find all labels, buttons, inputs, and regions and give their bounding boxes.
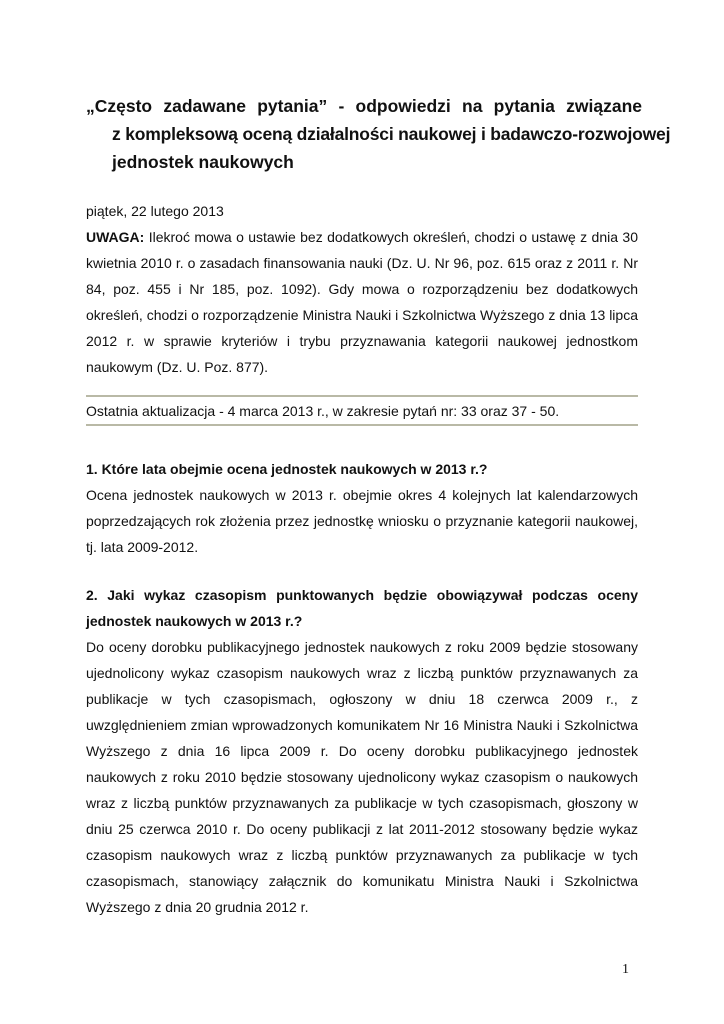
page-number: 1 (622, 962, 629, 977)
notice-label: UWAGA: (86, 229, 145, 245)
question-heading: 2. Jaki wykaz czasopism punktowanych będzie obowiązywał podczas oceny jednostek naukowych w 2013 r.? (86, 587, 638, 629)
last-update-note: Ostatnia aktualizacja - 4 marca 2013 r., w zakresie pytań nr: 33 oraz 37 - 50. (86, 403, 560, 419)
title-line-2: z kompleksową oceną działalności naukowej i badawczo-rozwojowej (112, 124, 671, 144)
notice-paragraph (86, 224, 638, 380)
answer-paragraph: Ocena jednostek naukowych w 2013 r. obejmie okres 4 kolejnych lat kalendarzowych poprzedzających rok złożenia przez jednostkę wniosku o przyznanie kategorii naukowej, tj. lata 2009-2012. (86, 487, 638, 555)
notice-text: Ilekroć mowa o ustawie bez dodatkowych określeń, chodzi o ustawę z dnia 30 kwietnia 2010 r. o zasadach finansowania nauki (Dz. U. Nr 96, poz. 615 oraz z 2011 r. Nr 84, poz. 455 i Nr 185, poz. 1092). Gdy mowa o rozporządzeniu bez dodatkowych określeń, chodzi o rozporządzenie Ministra Nauki i Szkolnictwa Wyższego z dnia 13 lipca 2012 r. w sprawie kryteriów i trybu przyznawania kategorii naukowej jednostkom naukowym (Dz. U. Poz. 877). (86, 229, 638, 375)
divider-bottom (86, 424, 638, 426)
publication-date: piątek, 22 lutego 2013 (86, 203, 224, 219)
title-line-3: jednostek naukowych (112, 152, 294, 172)
document-title (86, 92, 671, 176)
answer-paragraph: Do oceny dorobku publikacyjnego jednostek naukowych z roku 2009 będzie stosowany ujednolicony wykaz czasopism naukowych wraz z liczbą punktów przyznawanych za publikacje w tych czasopismach, ogłoszony w dniu 18 czerwca 2009 r., z uwzględnieniem zmian wprowadzonych komunikatem Nr 16 Ministra Nauki i Szkolnictwa Wyższego z dnia 16 lipca 2009 r. Do oceny dorobku publikacyjnego jednostek naukowych z roku 2010 będzie stosowany ujednolicony wykaz czasopism o naukowych wraz z liczbą punktów przyznawanych za publikacje w tych czasopismach, głoszony w dniu 25 czerwca 2010 r. Do oceny publikacji z lat 2011-2012 stosowany będzie wykaz czasopism naukowych wraz z liczbą punktów przyznawanych za publikacje w tych czasopismach, stanowiący załącznik do komunikatu Ministra Nauki i Szkolnictwa Wyższego z dnia 20 grudnia 2012 r. (86, 639, 638, 915)
divider-top (86, 395, 638, 397)
question-heading: 1. Które lata obejmie ocena jednostek naukowych w 2013 r.? (86, 461, 488, 477)
title-line-1: „Często zadawane pytania” - odpowiedzi na pytania związane (86, 96, 642, 116)
